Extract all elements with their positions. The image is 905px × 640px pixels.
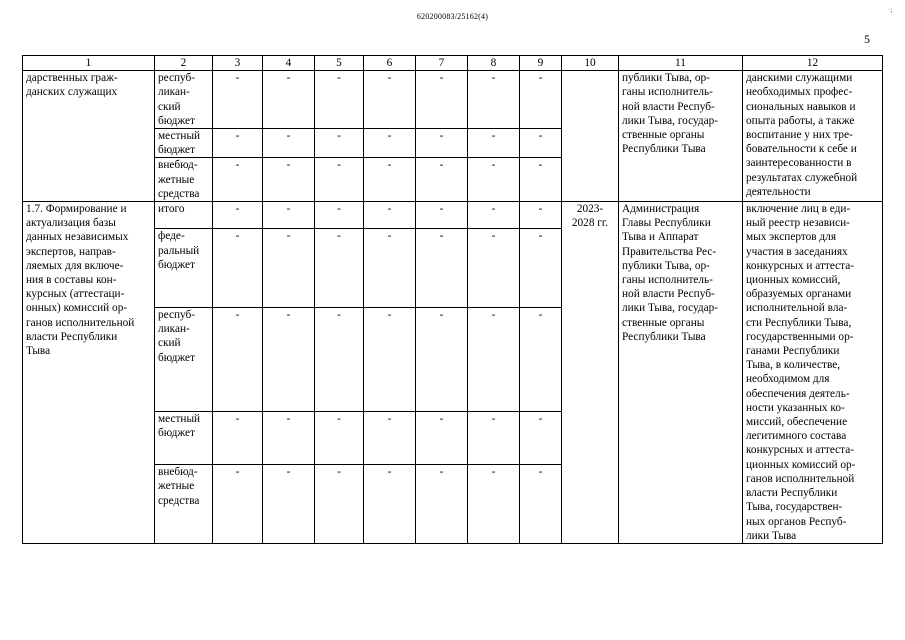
value-text: -: [286, 466, 291, 479]
value-text: -: [387, 72, 392, 85]
value-text: -: [387, 230, 392, 243]
value-text: -: [387, 413, 392, 426]
value-text: -: [387, 130, 392, 143]
program-table: [22, 55, 883, 544]
value-cell: [315, 229, 364, 308]
value-text: -: [286, 130, 291, 143]
document-code: 620200083/25162(4): [416, 12, 489, 21]
value-cell: [468, 129, 520, 158]
activity-cell-text: дарственных граж- данских служащих: [26, 72, 118, 99]
value-text: -: [439, 309, 444, 322]
value-text: -: [538, 413, 543, 426]
value-text: -: [538, 309, 543, 322]
value-text: -: [337, 72, 341, 85]
value-cell: [468, 465, 520, 544]
years-cell-text: 2023- 2028 гг.: [571, 203, 609, 230]
executor-cell-text: публики Тыва, ор- ганы исполнитель- ной власти Респуб- лики Тыва, государ- ственные органы Республики Тыва: [622, 72, 719, 156]
value-text: -: [439, 130, 444, 143]
value-cell: [315, 158, 364, 202]
value-text: -: [538, 203, 543, 216]
result-cell: [743, 202, 883, 544]
value-text: -: [337, 130, 341, 143]
value-cell: [213, 412, 263, 465]
value-text: -: [491, 309, 496, 322]
value-cell: [263, 308, 315, 412]
value-cell: [468, 229, 520, 308]
executor-cell: [619, 71, 743, 202]
executor-cell: [619, 202, 743, 544]
value-text: -: [439, 159, 444, 172]
value-cell: [416, 129, 468, 158]
value-text: -: [286, 309, 291, 322]
value-text: -: [439, 203, 444, 216]
funding-source-cell: [155, 158, 213, 202]
value-text: -: [491, 413, 496, 426]
value-text: -: [337, 309, 341, 322]
funding-source-cell: [155, 71, 213, 129]
funding-source-cell-text: внебюд- жетные средства: [158, 159, 200, 200]
value-text: -: [387, 466, 392, 479]
value-cell: [315, 129, 364, 158]
value-cell: [364, 308, 416, 412]
value-text: -: [491, 466, 496, 479]
value-cell: [520, 229, 562, 308]
value-text: -: [538, 159, 543, 172]
value-cell: [364, 158, 416, 202]
funding-source-cell-text: местный бюджет: [158, 413, 201, 440]
executor-cell-text: Администрация Главы Республики Тыва и Аппарат Правительства Рес- публики Тыва, ор- ганы исполнитель- ной власти Респуб- лики Тыва, государ- ственные органы Республики Тыва: [622, 203, 719, 343]
value-cell: [364, 465, 416, 544]
value-cell: [520, 412, 562, 465]
value-text: -: [235, 159, 240, 172]
funding-source-cell-text: респуб- ликан- ский бюджет: [158, 72, 196, 127]
value-text: -: [439, 230, 444, 243]
header-cell: 10: [562, 56, 619, 71]
result-cell-text: включение лиц в еди- ный реестр независи- мых экспертов для участия в заседаниях конкурсных и аттеста- ционных комиссий, образуемых органами исполнительной вла- сти Республики Тыва, государственными ор- ганами Республики Тыва, в количестве, необходимом для обеспечения деятель- ности указанных ко- миссий, обеспечение легитимного состава конкурсных и аттеста- ционных комиссий ор- ганов исполнительной власти Республики Тыва, государствен- ных органов Респуб- лики Тыва: [746, 203, 856, 542]
value-text: -: [337, 230, 341, 243]
value-cell: [315, 412, 364, 465]
activity-cell: [23, 71, 155, 202]
value-cell: [263, 158, 315, 202]
funding-source-cell: [155, 465, 213, 544]
value-text: -: [286, 72, 291, 85]
page-number: 5: [864, 32, 870, 46]
value-cell: [213, 202, 263, 229]
funding-source-cell-text: респуб- ликан- ский бюджет: [158, 309, 196, 364]
header-row: [23, 56, 883, 71]
header-cell: 3: [213, 56, 263, 71]
value-text: -: [235, 130, 240, 143]
value-text: -: [337, 203, 341, 216]
value-cell: [520, 308, 562, 412]
value-text: -: [491, 203, 496, 216]
table-row: [23, 71, 883, 129]
years-cell: [562, 202, 619, 544]
value-cell: [213, 308, 263, 412]
value-cell: [364, 129, 416, 158]
value-text: -: [491, 72, 496, 85]
funding-source-cell-text: итого: [158, 203, 185, 216]
value-text: -: [235, 72, 240, 85]
value-cell: [263, 71, 315, 129]
value-text: -: [387, 309, 392, 322]
value-cell: [315, 308, 364, 412]
value-cell: [263, 465, 315, 544]
result-cell-text: данскими служащими необходимых профес- сиональных навыков и опыта работы, а также воспитание у них тре- бовательности к себе и заинтересованности в результатах служебной деятельности: [746, 72, 858, 198]
header-cell: 4: [263, 56, 315, 71]
value-text: -: [337, 159, 341, 172]
value-cell: [520, 158, 562, 202]
header-cell: 8: [468, 56, 520, 71]
value-text: -: [538, 130, 543, 143]
value-text: -: [286, 413, 291, 426]
value-text: -: [491, 159, 496, 172]
header-cell: 11: [619, 56, 743, 71]
value-cell: [263, 202, 315, 229]
value-cell: [520, 129, 562, 158]
activity-cell-text: 1.7. Формирование и актуализация базы данных независимых экспертов, направ- ляемых для включе- ния в составы кон- курсных (аттестаци- онных) комиссий ор- ганов исполнительной власти Республики Тыва: [26, 203, 135, 358]
table-row: [23, 202, 883, 229]
value-cell: [263, 229, 315, 308]
value-text: -: [387, 203, 392, 216]
value-cell: [315, 71, 364, 129]
value-text: -: [439, 72, 444, 85]
value-cell: [364, 229, 416, 308]
value-text: -: [538, 72, 543, 85]
funding-source-cell: [155, 308, 213, 412]
value-text: -: [286, 230, 291, 243]
header-cell: 1: [23, 56, 155, 71]
value-text: -: [286, 159, 291, 172]
header-cell: 12: [743, 56, 883, 71]
value-cell: [416, 412, 468, 465]
value-cell: [520, 465, 562, 544]
funding-source-cell-text: местный бюджет: [158, 130, 201, 157]
value-text: -: [439, 466, 444, 479]
header-cell: 7: [416, 56, 468, 71]
value-cell: [468, 71, 520, 129]
value-cell: [213, 158, 263, 202]
value-text: -: [235, 413, 240, 426]
value-text: -: [286, 203, 291, 216]
value-text: -: [235, 230, 240, 243]
value-cell: [213, 71, 263, 129]
corner-mark: ·;: [888, 6, 893, 14]
funding-source-cell: [155, 202, 213, 229]
header-cell: 5: [315, 56, 364, 71]
value-cell: [315, 202, 364, 229]
value-cell: [364, 202, 416, 229]
value-cell: [468, 412, 520, 465]
value-text: -: [337, 466, 341, 479]
value-cell: [364, 412, 416, 465]
funding-source-cell-text: внебюд- жетные средства: [158, 466, 200, 507]
value-cell: [416, 158, 468, 202]
value-cell: [263, 412, 315, 465]
value-cell: [468, 158, 520, 202]
value-text: -: [491, 230, 496, 243]
funding-source-cell: [155, 129, 213, 158]
funding-source-cell: [155, 229, 213, 308]
value-text: -: [387, 159, 392, 172]
value-cell: [416, 308, 468, 412]
value-cell: [520, 71, 562, 129]
value-cell: [315, 465, 364, 544]
value-cell: [416, 465, 468, 544]
years-cell: [562, 71, 619, 202]
value-cell: [213, 229, 263, 308]
value-text: -: [439, 413, 444, 426]
header-cell: 9: [520, 56, 562, 71]
value-text: -: [538, 230, 543, 243]
result-cell: [743, 71, 883, 202]
value-text: -: [337, 413, 341, 426]
value-cell: [263, 129, 315, 158]
activity-cell: [23, 202, 155, 544]
value-cell: [364, 71, 416, 129]
value-cell: [213, 129, 263, 158]
value-text: -: [538, 466, 543, 479]
value-text: -: [235, 466, 240, 479]
value-cell: [416, 71, 468, 129]
value-cell: [520, 202, 562, 229]
header-cell: 6: [364, 56, 416, 71]
header-cell: 2: [155, 56, 213, 71]
funding-source-cell-text: феде- ральный бюджет: [158, 230, 200, 271]
value-cell: [468, 202, 520, 229]
value-cell: [416, 202, 468, 229]
value-text: -: [235, 203, 240, 216]
value-text: -: [235, 309, 240, 322]
value-cell: [416, 229, 468, 308]
value-cell: [213, 465, 263, 544]
funding-source-cell: [155, 412, 213, 465]
value-cell: [468, 308, 520, 412]
value-text: -: [491, 130, 496, 143]
